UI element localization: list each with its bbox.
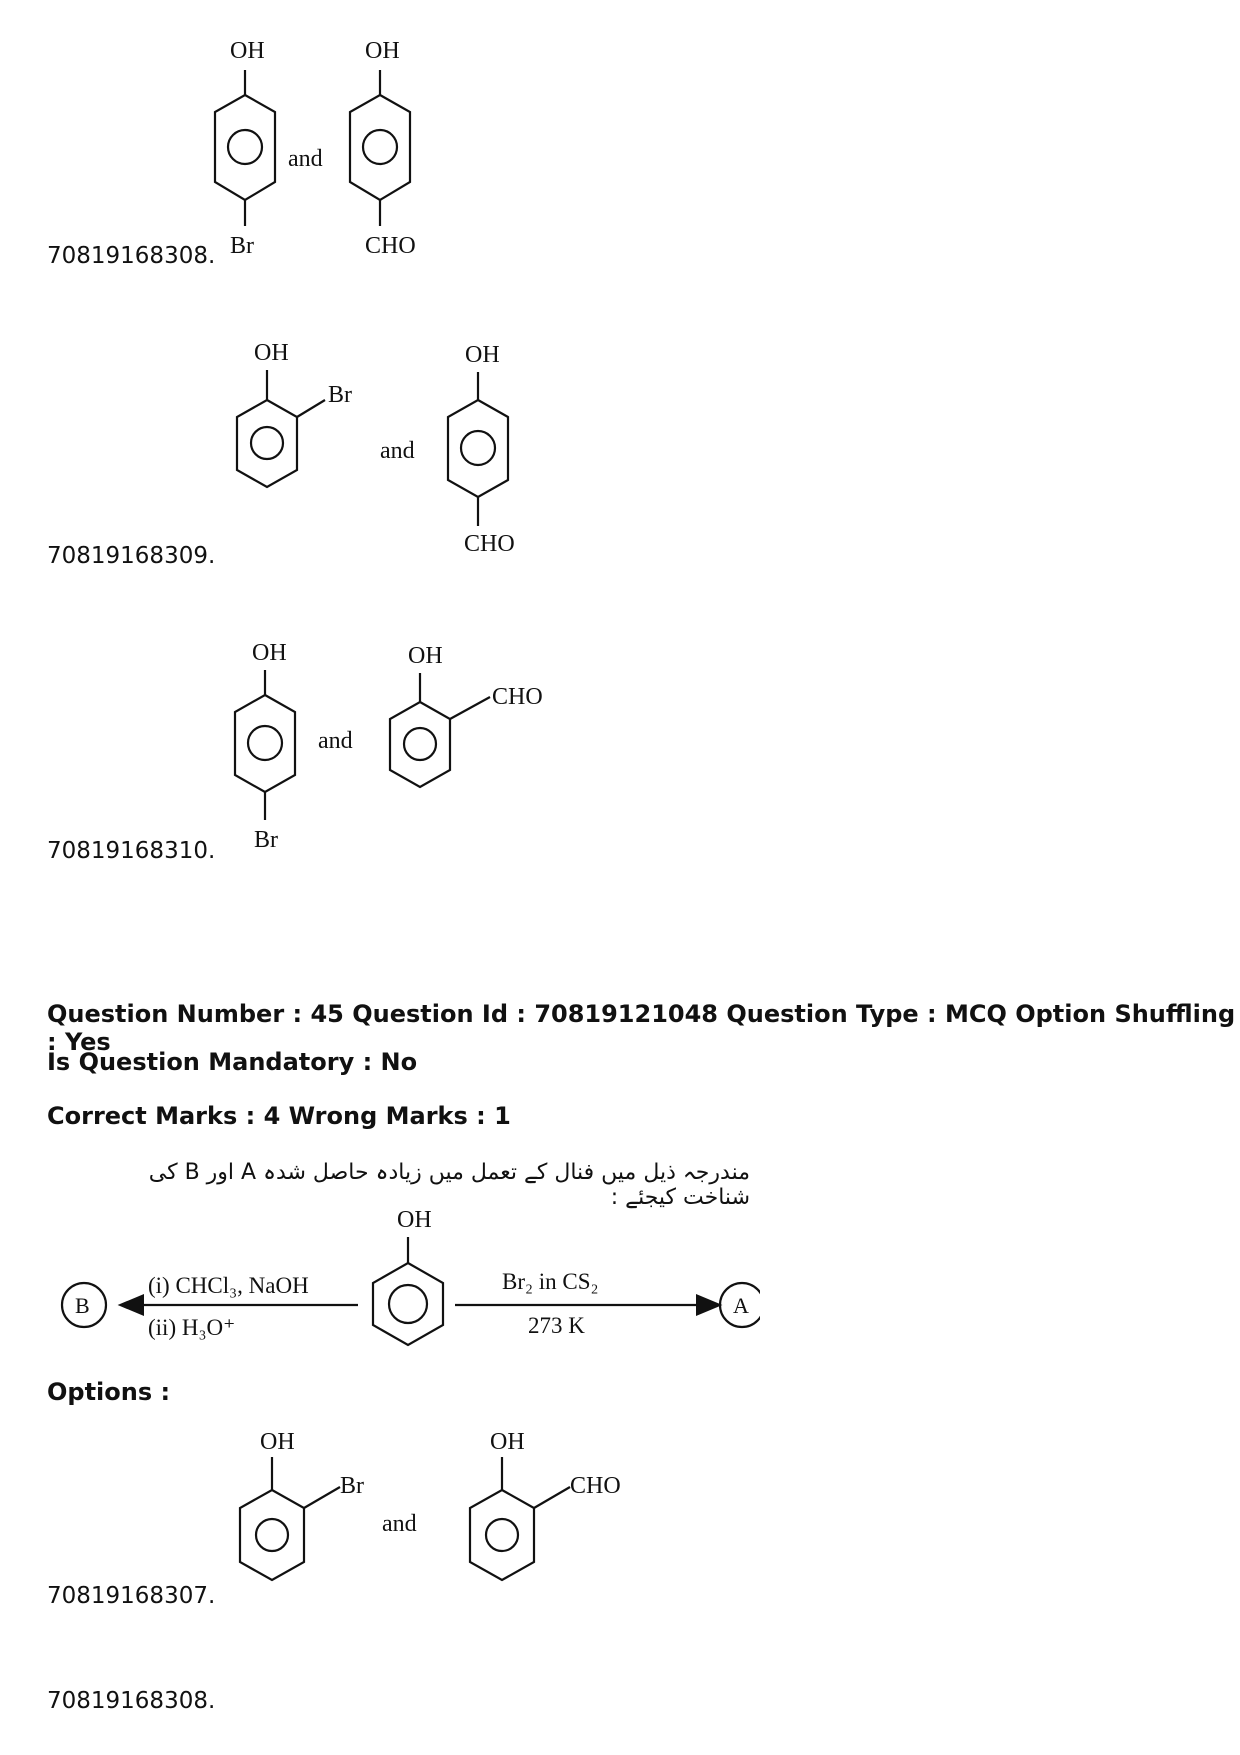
- cho-label: CHO: [365, 233, 416, 259]
- oh-label: OH: [365, 38, 400, 64]
- option-structure-ortho-br-para-cho: [200, 330, 560, 570]
- oh-label: OH: [397, 1207, 432, 1233]
- and-label: and: [318, 728, 353, 754]
- and-label: and: [288, 146, 323, 172]
- option-number: 70819168309.: [47, 543, 216, 569]
- benzene-ring-para-bromophenol: [235, 670, 295, 820]
- options-heading: Options :: [47, 1378, 171, 1406]
- option-number: 70819168307.: [47, 1583, 216, 1609]
- oh-label: OH: [465, 342, 500, 368]
- benzene-ring-ortho-bromophenol: [237, 370, 325, 487]
- oh-label: OH: [408, 643, 443, 669]
- benzene-ring-para-hydroxybenzaldehyde: [350, 70, 410, 226]
- and-label: and: [382, 1511, 417, 1537]
- option-number: 70819168310.: [47, 838, 216, 864]
- benzene-ring-ortho-bromophenol: [240, 1457, 340, 1580]
- benzene-ring-salicylaldehyde: [470, 1457, 570, 1580]
- reaction-scheme: [40, 1195, 760, 1355]
- option-number: 70819168308.: [47, 1688, 216, 1714]
- option-number: 70819168308.: [47, 243, 216, 269]
- br-label: Br: [328, 382, 352, 408]
- product-a-circle: [720, 1283, 760, 1327]
- reagent-right-2: 273 K: [528, 1313, 585, 1338]
- option-structure-para-br-ortho-cho: [200, 630, 580, 870]
- cho-label: CHO: [464, 531, 515, 557]
- reagent-left-1: (i) CHCl₃, NaOH: [148, 1273, 309, 1298]
- oh-label: OH: [260, 1429, 295, 1455]
- cho-label: CHO: [570, 1473, 621, 1499]
- question-text-urdu: مندرجہ ذیل میں فنال کے تعمل میں زیادہ حاصل شدہ A اور B کی شناخت کیجئے :: [148, 1160, 750, 1210]
- question-marks-line: Correct Marks : 4 Wrong Marks : 1: [47, 1102, 511, 1130]
- svg-text:A: A: [733, 1293, 749, 1318]
- oh-label: OH: [230, 38, 265, 64]
- reagent-left-2: (ii) H₃O⁺: [148, 1315, 236, 1340]
- br-label: Br: [254, 827, 278, 853]
- benzene-ring-para-bromophenol: [215, 70, 275, 226]
- benzene-ring-salicylaldehyde: [390, 673, 490, 787]
- question-mandatory-line: Is Question Mandatory : No: [47, 1048, 418, 1076]
- oh-label: OH: [252, 640, 287, 666]
- product-b-circle: [62, 1283, 106, 1327]
- svg-text:B: B: [75, 1293, 90, 1318]
- benzene-ring-phenol: [373, 1237, 443, 1345]
- option-structure-para-br-para-cho: [200, 30, 500, 270]
- question-info-line: Question Number : 45 Question Id : 70819121048 Question Type : MCQ Option Shuffling : Yes: [47, 1000, 1236, 1056]
- oh-label: OH: [490, 1429, 525, 1455]
- br-label: Br: [230, 233, 254, 259]
- and-label: and: [380, 438, 415, 464]
- reagent-right-1: Br₂ in CS₂: [502, 1269, 599, 1294]
- cho-label: CHO: [492, 684, 543, 710]
- option-structure-ortho-br-ortho-cho: [200, 1425, 640, 1605]
- br-label: Br: [340, 1473, 364, 1499]
- oh-label: OH: [254, 340, 289, 366]
- benzene-ring-para-hydroxybenzaldehyde: [448, 372, 508, 526]
